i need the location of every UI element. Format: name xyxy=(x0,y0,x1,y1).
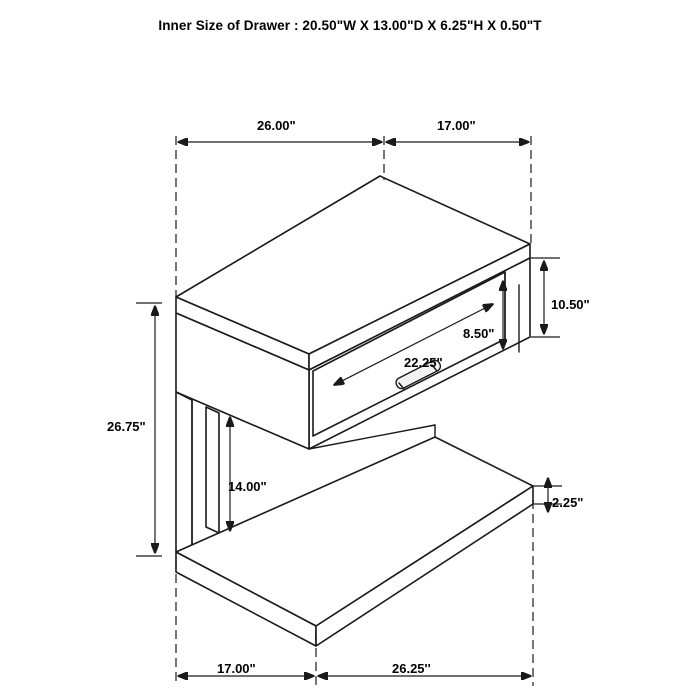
dim-label-left-inner: 14.00" xyxy=(228,479,267,494)
dim-label-top-right: 17.00" xyxy=(437,118,476,133)
leg-left-rear xyxy=(176,392,192,560)
dim-label-top-left: 26.00" xyxy=(257,118,296,133)
dim-label-drawer-face: 8.50" xyxy=(463,326,495,341)
dim-label-right-lower: 2.25" xyxy=(552,495,584,510)
dim-label-bottom-left: 17.00" xyxy=(217,661,256,676)
page-title: Inner Size of Drawer : 20.50"W X 13.00"D X 6.25"H X 0.50"T xyxy=(158,18,542,33)
dim-label-drawer-pull: 22.25" xyxy=(404,355,443,370)
dim-label-right-upper: 10.50" xyxy=(551,297,590,312)
dim-label-bottom-right: 26.25'' xyxy=(392,661,431,676)
shelf-back-post xyxy=(206,407,219,533)
dim-label-left-overall: 26.75" xyxy=(107,419,146,434)
nightstand-body xyxy=(176,176,533,646)
